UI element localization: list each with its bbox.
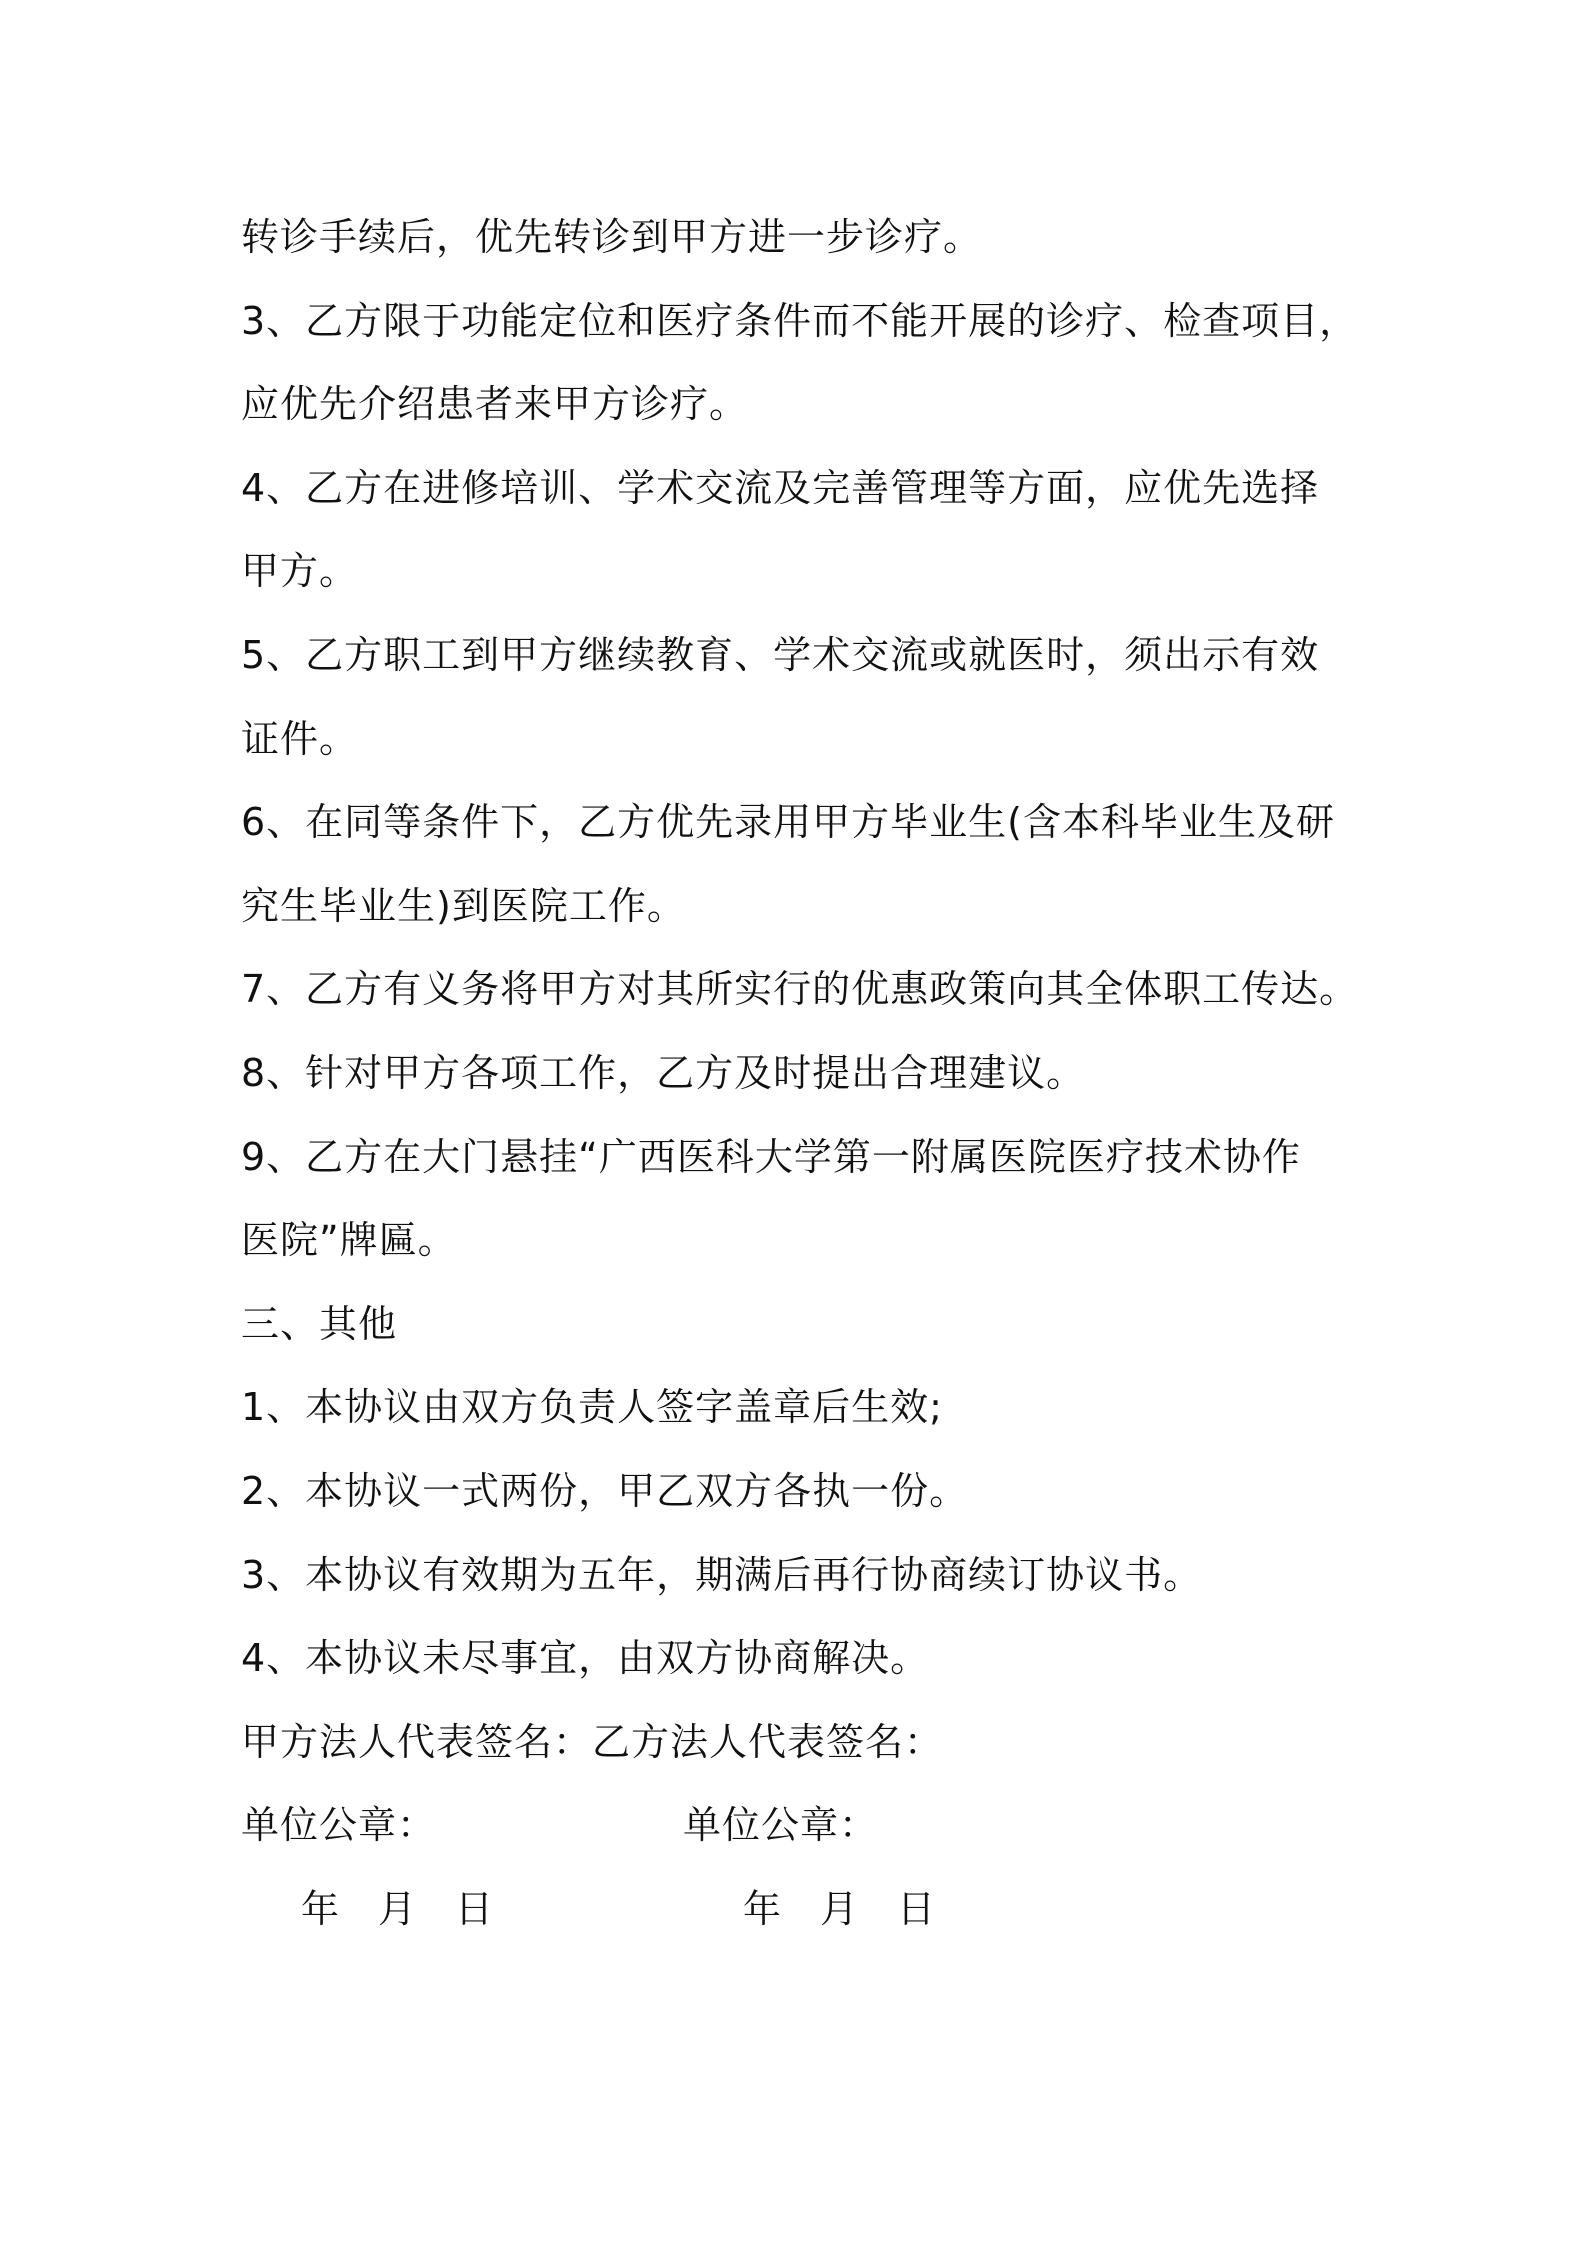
- date-day-label: 日: [455, 1886, 495, 1931]
- text-line: 2、本协议一式两份，甲乙双方各执一份。: [241, 1468, 969, 1513]
- text-line: 转诊手续后，优先转诊到甲方进一步诊疗。: [241, 215, 983, 259]
- seal-label-party-b: 单位公章：: [683, 1803, 879, 1848]
- text-line: 8、针对甲方各项工作，乙方及时提出合理建议。: [241, 1050, 1086, 1095]
- date-row: [241, 1868, 1401, 1952]
- section-heading: 三、其他: [241, 1301, 398, 1346]
- date-year-label: 年: [743, 1886, 783, 1931]
- text-line: 5、乙方职工到甲方继续教育、学术交流或就医时，须出示有效: [241, 632, 1320, 677]
- text-line: 医院”牌匾。: [241, 1218, 457, 1263]
- text-line: 9、乙方在大门悬挂“广西医科大学第一附属医院医疗技术协作: [241, 1134, 1301, 1179]
- text-line: 7、乙方有义务将甲方对其所实行的优惠政策向其全体职工传达。: [241, 967, 1359, 1012]
- text-line: 3、乙方限于功能定位和医疗条件而不能开展的诊疗、检查项目，: [241, 298, 1359, 343]
- text-line: 应优先介绍患者来甲方诊疗。: [241, 382, 749, 427]
- seal-label-party-a: 单位公章：: [241, 1803, 437, 1848]
- date-month-label: 月: [378, 1886, 418, 1931]
- date-party-a: [301, 1868, 494, 1952]
- text-line: 1、本协议由双方负责人签字盖章后生效;: [241, 1385, 943, 1430]
- date-party-b: [743, 1868, 936, 1952]
- seal-row: [241, 1784, 1401, 1868]
- date-month-label: 月: [820, 1886, 860, 1931]
- agreement-body: [241, 196, 1401, 1951]
- text-line: 6、在同等条件下，乙方优先录用甲方毕业生(含本科毕业生及研: [241, 800, 1336, 845]
- text-line: 究生毕业生)到医院工作。: [241, 883, 686, 928]
- signature-line: 甲方法人代表签名：乙方法人代表签名：: [241, 1719, 944, 1764]
- text-line: 3、本协议有效期为五年，期满后再行协商续订协议书。: [241, 1552, 1203, 1597]
- date-day-label: 日: [897, 1886, 937, 1931]
- text-line: 4、乙方在进修培训、学术交流及完善管理等方面，应优先选择: [241, 465, 1320, 510]
- text-line: 4、本协议未尽事宜，由双方协商解决。: [241, 1636, 930, 1681]
- date-year-label: 年: [301, 1886, 341, 1931]
- text-line: 证件。: [241, 716, 359, 761]
- text-line: 甲方。: [241, 549, 359, 594]
